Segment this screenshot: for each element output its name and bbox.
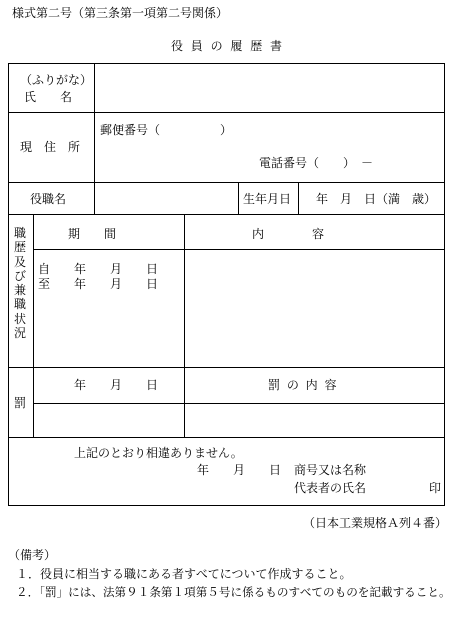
period-from[interactable]: 自 年 月 日	[38, 262, 159, 276]
birthdate-field[interactable]: 年 月 日（満 歳）	[316, 192, 437, 206]
name-label: 氏 名	[24, 90, 73, 104]
period-to[interactable]: 至 年 月 日	[38, 277, 159, 291]
paper-spec: （日本工業規格Ａ列４番）	[303, 516, 448, 530]
postal-code-field[interactable]: 郵便番号（ ）	[100, 123, 233, 137]
remarks-note-2: ２．「罰」には、法第９１条第１項第５号に係るものすべてのものを記載すること。	[16, 585, 451, 599]
declaration-date[interactable]: 年 月 日	[197, 463, 282, 477]
penalty-side-label: 罰	[13, 396, 26, 410]
penalty-content-header: 罰 の 内 容	[268, 378, 337, 392]
career-content-field[interactable]	[186, 251, 442, 365]
position-label: 役職名	[30, 192, 67, 206]
trade-name-label: 商号又は名称	[294, 463, 367, 477]
form-number: 様式第二号（第三条第一項第二号関係）	[12, 6, 229, 20]
remarks-title: （備考）	[8, 548, 57, 562]
address-label: 現 住 所	[20, 140, 81, 154]
representative-label: 代表者の氏名	[294, 481, 367, 495]
career-side-label: 職歴及び兼職状況	[13, 226, 26, 341]
seal-label: 印	[429, 481, 442, 495]
penalty-content-field[interactable]	[186, 405, 442, 436]
remarks-note-1: １．役員に相当する職にある者すべてについて作成すること。	[16, 567, 352, 581]
content-header: 内 容	[252, 227, 325, 241]
penalty-date-field[interactable]	[35, 405, 183, 436]
birthdate-label: 生年月日	[243, 192, 292, 206]
furigana-label: （ふりがな）	[20, 73, 93, 87]
declaration-statement: 上記のとおり相違ありません。	[74, 446, 243, 460]
position-field[interactable]	[96, 184, 236, 213]
document-title: 役 員 の 履 歴 書	[170, 39, 283, 53]
penalty-date-header: 年 月 日	[74, 378, 159, 392]
period-header: 期 間	[68, 227, 117, 241]
phone-number-field[interactable]: 電話番号（ ） －	[259, 156, 374, 170]
name-field[interactable]	[96, 65, 442, 111]
